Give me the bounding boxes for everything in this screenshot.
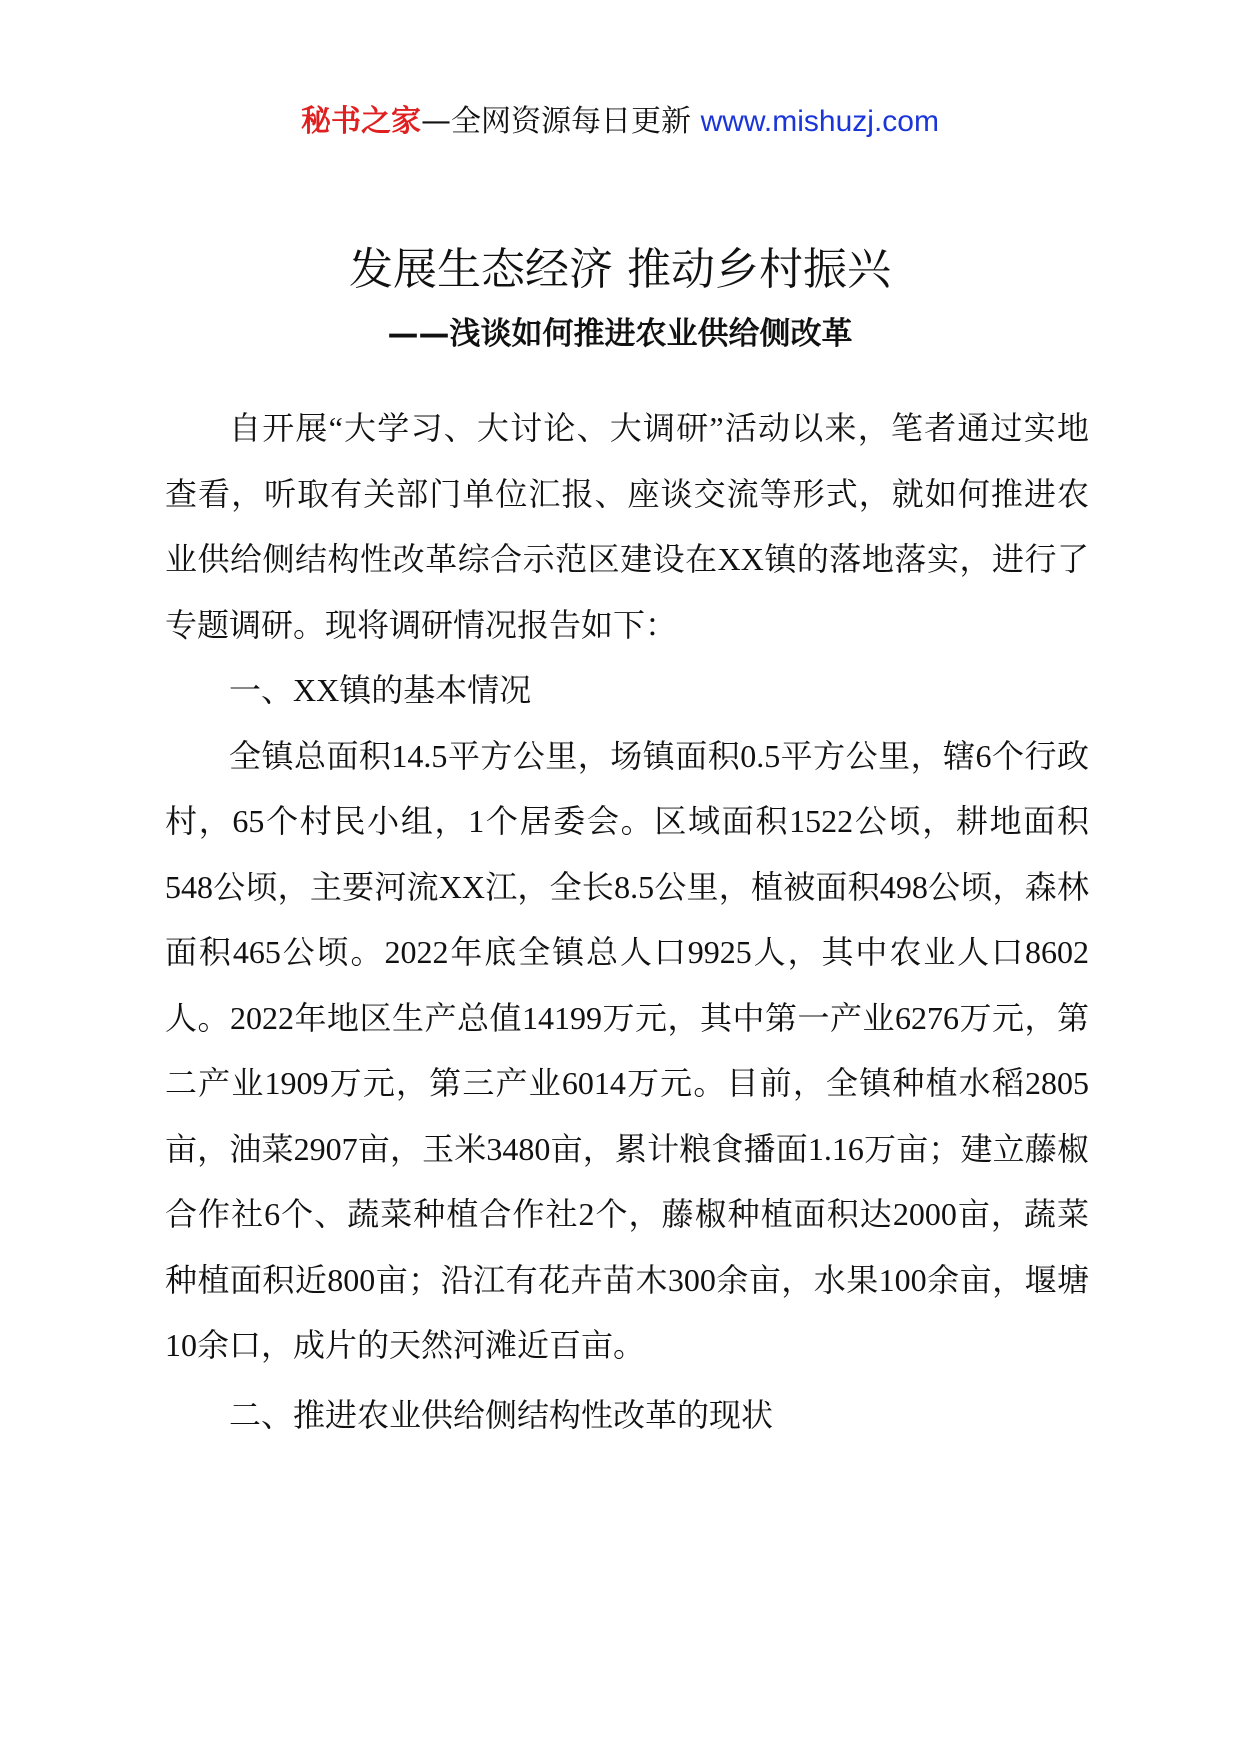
document-body <box>165 396 1089 1448</box>
document-title: 发展生态经济 推动乡村振兴 <box>349 244 891 295</box>
basic-info-paragraph: 全镇总面积14.5平方公里，场镇面积0.5平方公里，辖6个行政村，65个村民小组，1个居委会。区域面积1522公顷，耕地面积548公顷，主要河流XX江，全长8.5公里，植被面积498公顷，森林面积465公顷。2022年底全镇总人口9925人，其中农业人口8602人。2022年地区生产总值14199万元，其中第一产业6276万元，第二产业1909万元，第三产业6014万元。目前，全镇种植水稻2805亩，油菜2907亩，玉米3480亩，累计粮食播面1.16万亩；建立藤椒合作社6个、蔬菜种植合作社2个，藤椒种植面积达2000亩，蔬菜种植面积近800亩；沿江有花卉苗木300余亩，水果100余亩，堰塘10余口，成片的天然河滩近百亩。 <box>165 737 1089 1363</box>
document-subtitle: ——浅谈如何推进农业供给侧改革 <box>387 316 853 352</box>
site-tagline: —全网资源每日更新 <box>421 104 692 139</box>
site-header <box>0 100 1240 144</box>
section-heading-1: 一、XX镇的基本情况 <box>229 672 532 708</box>
site-url-link[interactable]: www.mishuzj.com <box>700 105 939 138</box>
site-brand: 秘书之家 <box>301 104 422 139</box>
section-heading-2: 二、推进农业供给侧结构性改革的现状 <box>229 1396 774 1433</box>
intro-paragraph: 自开展“大学习、大讨论、大调研”活动以来，笔者通过实地查看，听取有关部门单位汇报、座谈交流等形式，就如何推进农业供给侧结构性改革综合示范区建设在XX镇的落地落实，进行了专题调研。现将调研情况报告如下： <box>165 410 1089 643</box>
